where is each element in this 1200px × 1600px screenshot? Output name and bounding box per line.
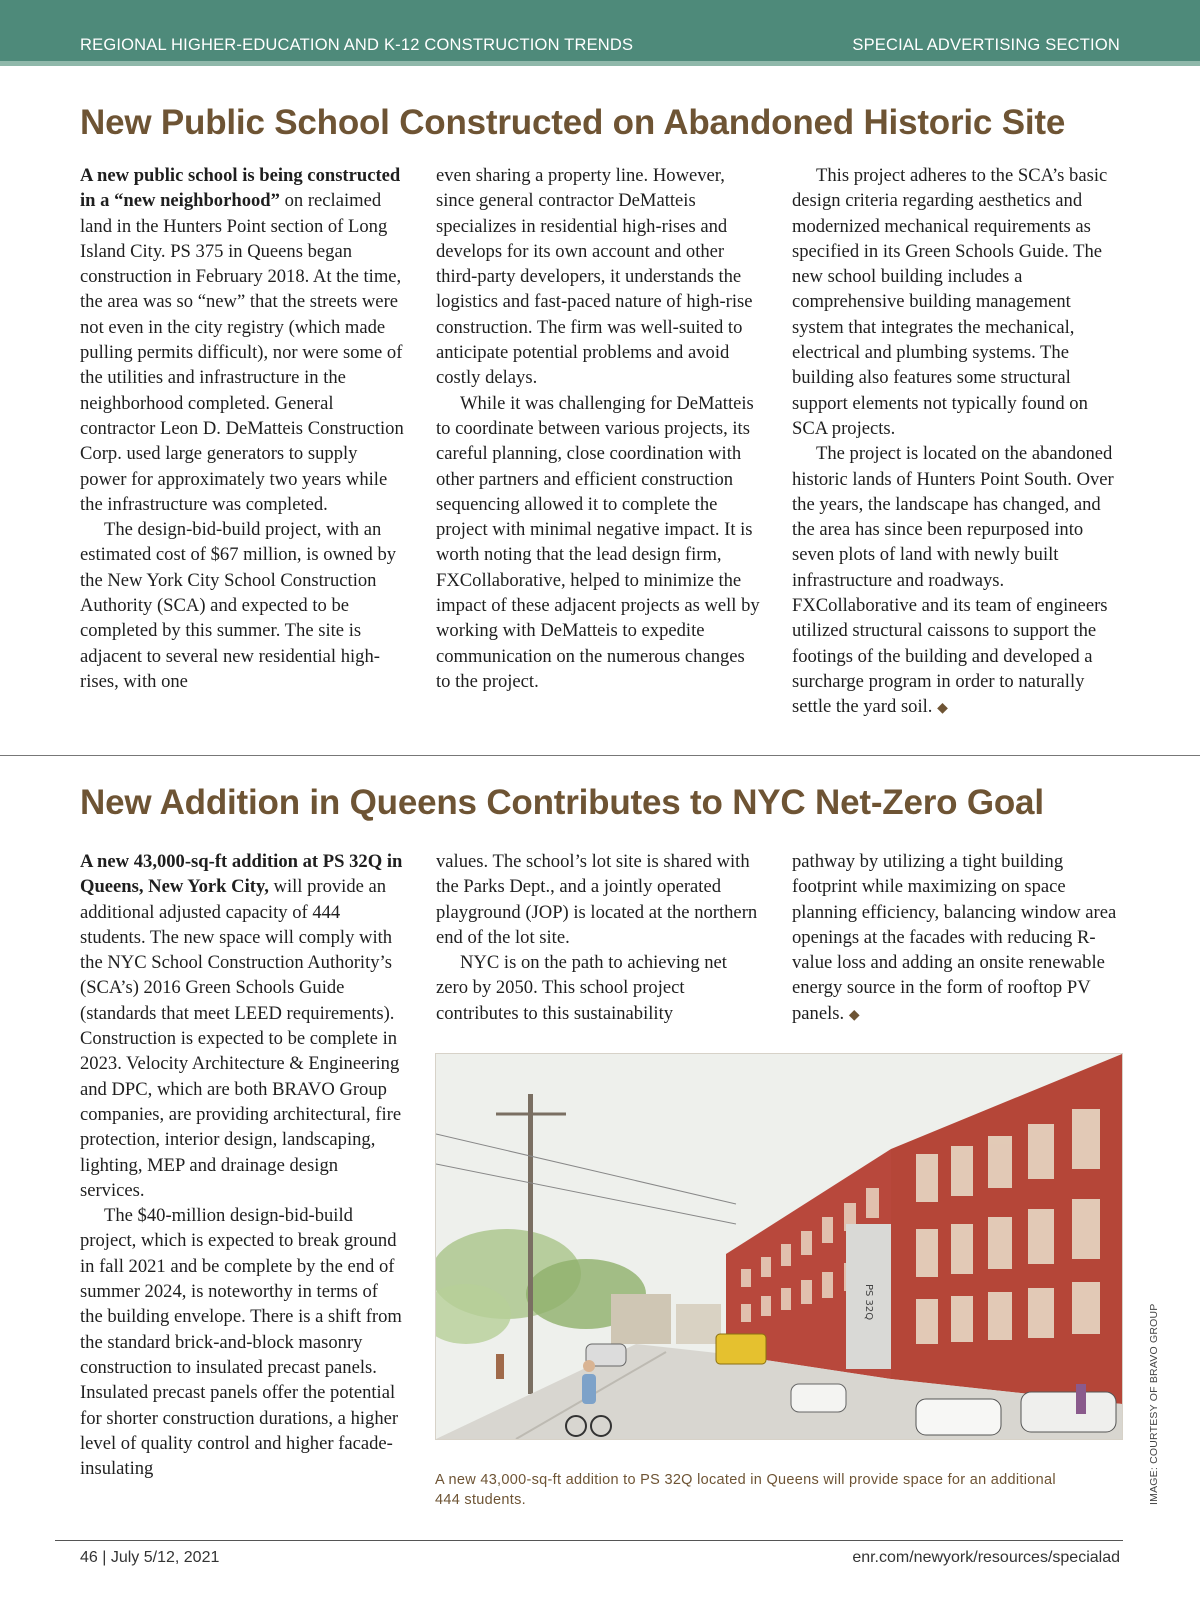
article2-closing-text: pathway by utilizing a tight building footprint while maximizing on space planning efficiency, balancing window area openings at the facades with reducing R-value loss and adding an onsite renewable energy source in the form of rooftop PV panels. (792, 851, 1117, 1024)
article1-column-2 (436, 163, 760, 722)
article2-paragraph: The $40-million design-bid-build project, which is expected to break ground in fall 2021 and be complete by the end of summer 2024, is noteworthy in terms of the building envelope. There is a shift from the standard brick-and-block masonry construction to insulated precast panels. Insulated precast panels offer the potential for shorter construction durations, a higher level of quality control and higher facade-insulating (80, 1205, 402, 1480)
article1-closing-text: The project is located on the abandoned historic lands of Hunters Point South. Over the years, the landscape has changed, and the area has since been repurposed into seven plots of land with newly built infrastructure and roadways. FXCollaborative and its team of engineers utilized structural caissons to support the footings of the building and developed a surcharge program in order to naturally settle the yard soil. (792, 443, 1114, 718)
article1-paragraph: While it was challenging for DeMatteis to coordinate between various projects, its careful planning, close coordination with other partners and efficient construction sequencing allowed it to complete the project with minimal negative impact. It is worth noting that the lead design firm, FXCollaborative, helped to minimize the impact of these adjacent projects as well by working with DeMatteis to expedite communication on the numerous changes to the project. (436, 392, 760, 692)
article2-paragraph (792, 849, 1122, 1028)
header-bar (0, 0, 1200, 66)
article1-column-3 (792, 163, 1122, 722)
article2-paragraph: values. The school’s lot site is shared with the Parks Dept., and a jointly operated playground (JOP) is located at the northern end of the lot site. (436, 851, 758, 948)
article2-lead: A new 43,000-sq-ft addition at PS 32Q in Queens, New York City, (80, 851, 403, 898)
end-diamond-icon: ◆ (937, 701, 948, 717)
article1-lead: A new public school is being constructed in a “new neighborhood” (80, 165, 401, 212)
end-diamond-icon: ◆ (848, 1007, 860, 1023)
street-scene-illustration (436, 1054, 1122, 1439)
article1-title: New Public School Constructed on Abandoned Historic Site (80, 103, 1066, 142)
article2-paragraph (80, 849, 404, 1203)
article2-lead-rest: will provide an additional adjusted capacity of 444 students. The new space will comply with the NYC School Construction Authority’s (SCA’s) 2016 Green Schools Guide (standards that meet LEED requirements). Construction is expected to be complete in 2023. Velocity Architecture & Engineering and DPC, which are both BRAVO Group companies, are providing architectural, fire protection, interior design, landscaping, lighting, MEP and drainage design services. (80, 876, 402, 1201)
footer-rule (55, 1540, 1123, 1541)
article1-paragraph (792, 441, 1122, 721)
article1-body (80, 163, 1122, 722)
article2-column-1 (80, 849, 404, 1481)
image-caption: A new 43,000-sq-ft addition to PS 32Q located in Queens will provide space for an additional 444 students. (435, 1472, 1056, 1508)
advertising-label: SPECIAL ADVERTISING SECTION (852, 36, 1120, 54)
article1-paragraph: even sharing a property line. However, since general contractor DeMatteis specializes in residential high-rises and develops for its own account and other third-party developers, it understands the logistics and fast-paced nature of high-rise construction. The firm was well-suited to anticipate potential problems and avoid costly delays. (436, 165, 753, 389)
article1-paragraph (80, 163, 404, 517)
article1-column-1 (80, 163, 404, 722)
section-divider (0, 755, 1200, 756)
page-number-date: 46 | July 5/12, 2021 (80, 1549, 220, 1566)
article2-paragraph: NYC is on the path to achieving net zero by 2050. This school project contributes to this sustainability (436, 952, 727, 1024)
footer-url: enr.com/newyork/resources/specialad (852, 1549, 1120, 1566)
image-credit: IMAGE: COURTESY OF BRAVO GROUP (1148, 1303, 1160, 1505)
school-addition-rendering (435, 1053, 1123, 1440)
article1-paragraph: This project adheres to the SCA’s basic design criteria regarding aesthetics and modernized mechanical requirements as specified in its Green Schools Guide. The new school building includes a comprehensive building management system that integrates the mechanical, electrical and plumbing systems. The building also features some structural support elements not typically found on SCA projects. (792, 165, 1108, 439)
article2-title: New Addition in Queens Contributes to NYC Net-Zero Goal (80, 783, 1044, 822)
article1-paragraph: The design-bid-build project, with an estimated cost of $67 million, is owned by the New York City School Construction Authority (SCA) and expected to be completed by this summer. The site is adjacent to several new residential high-rises, with one (80, 519, 397, 692)
article1-lead-rest: on reclaimed land in the Hunters Point section of Long Island City. PS 375 in Queens began construction in February 2018. At the time, the area was so “new” that the streets were not even in the city registry (which made pulling permits difficult), nor were some of the utilities and infrastructure in the neighborhood completed. General contractor Leon D. DeMatteis Construction Corp. used large generators to supply power for approximately two years while the infrastructure was completed. (80, 190, 404, 515)
section-label: REGIONAL HIGHER-EDUCATION AND K-12 CONSTRUCTION TRENDS (80, 36, 634, 54)
building-sign: PS 32Q (863, 1284, 874, 1321)
